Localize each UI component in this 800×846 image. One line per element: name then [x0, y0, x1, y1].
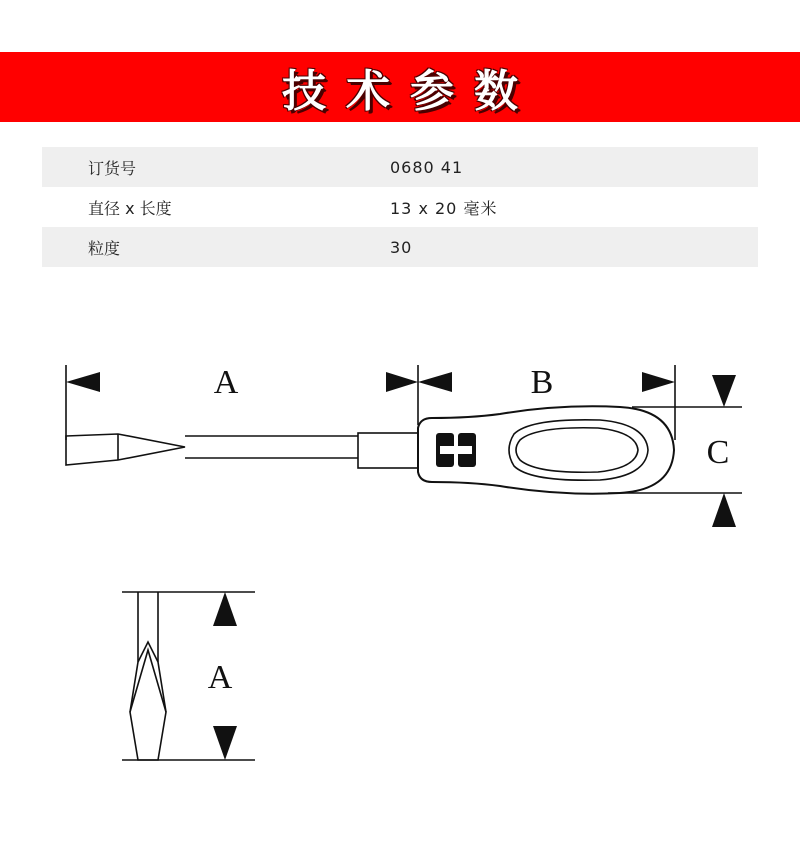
dimension-arrow-icon	[418, 372, 452, 392]
spec-value: 0680 41	[390, 157, 464, 177]
handle-logo-icon	[436, 433, 476, 467]
dimension-arrow-icon	[213, 726, 237, 760]
spec-label: 订货号	[88, 158, 137, 178]
spec-label: 直径 x 长度	[88, 198, 172, 218]
spec-value: 13 x 20 毫米	[390, 198, 498, 218]
dimension-label-a: A	[213, 364, 239, 401]
dimension-label-a-tip: A	[207, 659, 233, 696]
dimension-arrow-icon	[712, 493, 736, 527]
spec-value: 30	[390, 237, 413, 257]
spec-label: 粒度	[88, 238, 121, 258]
dimension-label-b: B	[530, 364, 554, 401]
dimension-arrow-icon	[642, 372, 675, 392]
screwdriver-shaft	[66, 433, 418, 468]
dimension-label-c: C	[706, 434, 730, 471]
tip-profile	[122, 592, 255, 760]
dimension-arrow-icon	[386, 372, 418, 392]
page-title: 技术参数	[282, 66, 538, 117]
dimension-arrow-icon	[213, 592, 237, 626]
dimension-arrow-icon	[66, 372, 100, 392]
dimension-arrow-icon	[712, 375, 736, 407]
